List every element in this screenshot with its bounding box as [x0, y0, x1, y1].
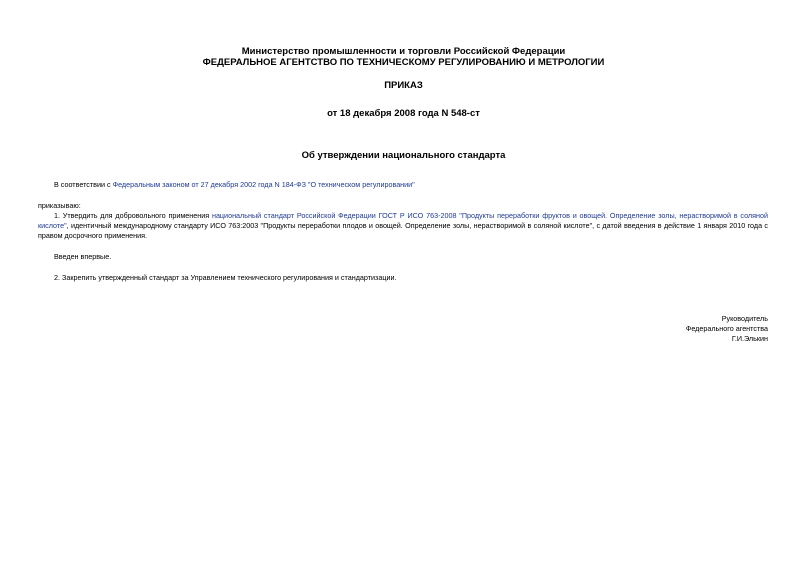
order-word: приказываю: — [38, 201, 81, 210]
item-1-suffix: , идентичный международному стандарту ИСО 763:2003 "Продукты переработки плодов и овощей. Определение золы, нерастворимой в соляной кислоте", с датой введения в действие 1 января 2010 года с правом досрочного применения. — [38, 221, 768, 240]
signature-position: Руководитель — [721, 314, 768, 323]
preamble-prefix: В соответствии с — [54, 180, 113, 189]
preamble-paragraph — [38, 180, 768, 190]
standard-link[interactable]: национальный стандарт Российской Федерации ГОСТ Р ИСО 763-2008 "Продукты переработки фруктов и овощей. Определение золы, нерастворимой в соляной кислоте" — [38, 211, 768, 230]
document-type: ПРИКАЗ — [384, 80, 423, 91]
signature-organization: Федерального агентства — [685, 324, 768, 333]
ministry-name: Министерство промышленности и торговли Российской Федерации — [241, 46, 566, 57]
document-date: от 18 декабря 2008 года N 548-ст — [327, 108, 480, 119]
item-1-prefix: 1. Утвердить для добровольного применения — [54, 211, 212, 220]
introduced-note: Введен впервые. — [54, 252, 112, 261]
agency-name: ФЕДЕРАЛЬНОЕ АГЕНТСТВО ПО ТЕХНИЧЕСКОМУ РЕГУЛИРОВАНИЮ И МЕТРОЛОГИИ — [202, 57, 605, 68]
signature-name: Г.И.Элькин — [731, 334, 768, 343]
document-title: Об утверждении национального стандарта — [301, 150, 506, 161]
item-2-paragraph: 2. Закрепить утвержденный стандарт за Управлением технического регулирования и стандартизации. — [54, 273, 397, 282]
federal-law-link[interactable]: Федеральным законом от 27 декабря 2002 года N 184-ФЗ "О техническом регулировании" — [112, 180, 415, 189]
item-1-paragraph — [38, 211, 768, 241]
